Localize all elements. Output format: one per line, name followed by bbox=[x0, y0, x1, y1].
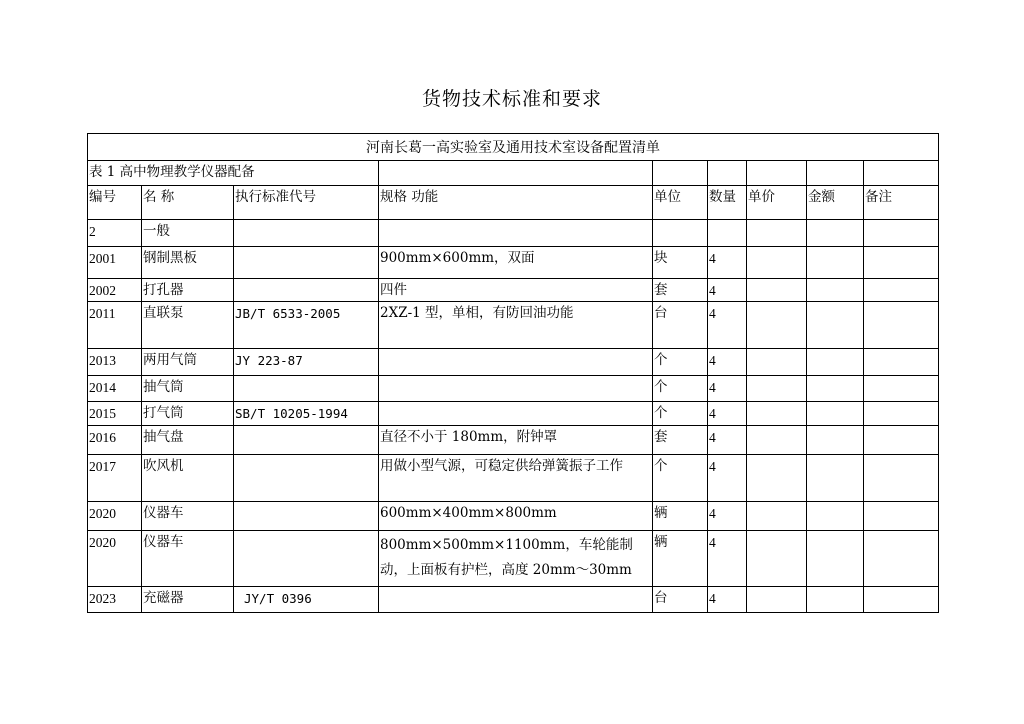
row-amount bbox=[807, 402, 864, 426]
row-name: 直联泵 bbox=[142, 302, 234, 349]
row-remark bbox=[864, 502, 939, 531]
section-empty-cell bbox=[807, 161, 864, 186]
row-spec bbox=[379, 349, 653, 376]
row-qty: 4 bbox=[708, 587, 747, 613]
row-amount bbox=[807, 302, 864, 349]
row-amount bbox=[807, 502, 864, 531]
empty-cell bbox=[653, 220, 708, 247]
table-row bbox=[88, 402, 939, 426]
table-row bbox=[88, 349, 939, 376]
row-spec bbox=[379, 402, 653, 426]
row-price bbox=[747, 531, 807, 587]
row-remark bbox=[864, 349, 939, 376]
row-code: 2001 bbox=[88, 247, 142, 279]
row-standard: SB/T 10205-1994 bbox=[234, 402, 379, 426]
row-spec bbox=[379, 587, 653, 613]
row-name: 两用气筒 bbox=[142, 349, 234, 376]
row-unit: 台 bbox=[653, 587, 708, 613]
row-spec: 四件 bbox=[379, 279, 653, 302]
group-row bbox=[88, 220, 939, 247]
row-remark bbox=[864, 247, 939, 279]
row-qty: 4 bbox=[708, 502, 747, 531]
row-amount bbox=[807, 279, 864, 302]
row-price bbox=[747, 502, 807, 531]
section-row bbox=[88, 161, 939, 186]
row-code: 2011 bbox=[88, 302, 142, 349]
row-remark bbox=[864, 402, 939, 426]
row-unit: 套 bbox=[653, 426, 708, 455]
group-name: 一般 bbox=[142, 220, 234, 247]
row-standard bbox=[234, 279, 379, 302]
row-code: 2014 bbox=[88, 376, 142, 402]
row-code: 2015 bbox=[88, 402, 142, 426]
row-price bbox=[747, 247, 807, 279]
equipment-table bbox=[87, 133, 939, 613]
row-unit: 块 bbox=[653, 247, 708, 279]
section-empty-cell bbox=[708, 161, 747, 186]
row-remark bbox=[864, 426, 939, 455]
row-code: 2017 bbox=[88, 455, 142, 502]
row-name: 抽气筒 bbox=[142, 376, 234, 402]
table-row bbox=[88, 376, 939, 402]
row-unit: 套 bbox=[653, 279, 708, 302]
row-price bbox=[747, 587, 807, 613]
row-qty: 4 bbox=[708, 349, 747, 376]
row-standard bbox=[234, 502, 379, 531]
row-spec: 直径不小于 180mm，附钟罩 bbox=[379, 426, 653, 455]
row-amount bbox=[807, 376, 864, 402]
row-standard bbox=[234, 531, 379, 587]
section-empty-cell bbox=[864, 161, 939, 186]
empty-cell bbox=[708, 220, 747, 247]
row-name: 打气筒 bbox=[142, 402, 234, 426]
row-standard: JB/T 6533-2005 bbox=[234, 302, 379, 349]
header-name: 名 称 bbox=[142, 186, 234, 220]
header-row bbox=[88, 186, 939, 220]
row-remark bbox=[864, 531, 939, 587]
header-code: 编号 bbox=[88, 186, 142, 220]
table-row bbox=[88, 502, 939, 531]
header-unit: 单位 bbox=[653, 186, 708, 220]
banner-row bbox=[88, 134, 939, 161]
row-spec: 用做小型气源，可稳定供给弹簧振子工作 bbox=[379, 455, 653, 502]
section-title: 表 1 高中物理教学仪器配备 bbox=[88, 161, 379, 186]
row-code: 2013 bbox=[88, 349, 142, 376]
row-unit: 个 bbox=[653, 402, 708, 426]
row-unit: 个 bbox=[653, 455, 708, 502]
row-unit: 个 bbox=[653, 349, 708, 376]
row-remark bbox=[864, 279, 939, 302]
row-price bbox=[747, 426, 807, 455]
table-row bbox=[88, 587, 939, 613]
section-empty-cell bbox=[653, 161, 708, 186]
row-standard bbox=[234, 426, 379, 455]
row-spec: 900mm×600mm，双面 bbox=[379, 247, 653, 279]
table-row bbox=[88, 302, 939, 349]
row-amount bbox=[807, 426, 864, 455]
row-code: 2020 bbox=[88, 531, 142, 587]
document-title: 货物技术标准和要求 bbox=[421, 88, 602, 110]
empty-cell bbox=[864, 220, 939, 247]
row-qty: 4 bbox=[708, 247, 747, 279]
row-name: 钢制黑板 bbox=[142, 247, 234, 279]
row-amount bbox=[807, 587, 864, 613]
row-name: 仪器车 bbox=[142, 531, 234, 587]
table-row bbox=[88, 247, 939, 279]
row-code: 2020 bbox=[88, 502, 142, 531]
row-standard: JY 223-87 bbox=[234, 349, 379, 376]
row-standard bbox=[234, 376, 379, 402]
row-price bbox=[747, 402, 807, 426]
header-amount: 金额 bbox=[807, 186, 864, 220]
row-price bbox=[747, 349, 807, 376]
row-unit: 辆 bbox=[653, 531, 708, 587]
row-amount bbox=[807, 349, 864, 376]
row-name: 抽气盘 bbox=[142, 426, 234, 455]
row-spec bbox=[379, 376, 653, 402]
row-price bbox=[747, 376, 807, 402]
row-standard bbox=[234, 247, 379, 279]
row-price bbox=[747, 455, 807, 502]
row-remark bbox=[864, 455, 939, 502]
section-empty-cell bbox=[379, 161, 653, 186]
row-amount bbox=[807, 455, 864, 502]
row-name: 仪器车 bbox=[142, 502, 234, 531]
row-qty: 4 bbox=[708, 426, 747, 455]
table-row bbox=[88, 531, 939, 587]
table-row bbox=[88, 426, 939, 455]
header-spec: 规格 功能 bbox=[379, 186, 653, 220]
row-spec: 800mm×500mm×1100mm，车轮能制动，上面板有护栏，高度 20mm～30mm bbox=[379, 531, 653, 587]
row-price bbox=[747, 279, 807, 302]
row-qty: 4 bbox=[708, 402, 747, 426]
header-standard: 执行标准代号 bbox=[234, 186, 379, 220]
header-qty: 数量 bbox=[708, 186, 747, 220]
row-unit: 个 bbox=[653, 376, 708, 402]
row-unit: 台 bbox=[653, 302, 708, 349]
empty-cell bbox=[234, 220, 379, 247]
row-spec: 2XZ-1 型，单相，有防回油功能 bbox=[379, 302, 653, 349]
row-unit: 辆 bbox=[653, 502, 708, 531]
row-name: 打孔器 bbox=[142, 279, 234, 302]
row-standard bbox=[234, 455, 379, 502]
table-banner: 河南长葛一高实验室及通用技术室设备配置清单 bbox=[88, 134, 939, 161]
row-name: 充磁器 bbox=[142, 587, 234, 613]
row-remark bbox=[864, 302, 939, 349]
row-code: 2002 bbox=[88, 279, 142, 302]
empty-cell bbox=[379, 220, 653, 247]
row-price bbox=[747, 302, 807, 349]
row-amount bbox=[807, 531, 864, 587]
header-price: 单价 bbox=[747, 186, 807, 220]
row-code: 2023 bbox=[88, 587, 142, 613]
table-row bbox=[88, 279, 939, 302]
row-amount bbox=[807, 247, 864, 279]
row-qty: 4 bbox=[708, 376, 747, 402]
empty-cell bbox=[747, 220, 807, 247]
row-standard: JY/T 0396 bbox=[234, 587, 379, 613]
section-empty-cell bbox=[747, 161, 807, 186]
row-name: 吹风机 bbox=[142, 455, 234, 502]
row-remark bbox=[864, 376, 939, 402]
row-qty: 4 bbox=[708, 455, 747, 502]
table-row bbox=[88, 455, 939, 502]
empty-cell bbox=[807, 220, 864, 247]
row-qty: 4 bbox=[708, 302, 747, 349]
group-code: 2 bbox=[88, 220, 142, 247]
row-remark bbox=[864, 587, 939, 613]
row-code: 2016 bbox=[88, 426, 142, 455]
header-remark: 备注 bbox=[864, 186, 939, 220]
row-qty: 4 bbox=[708, 531, 747, 587]
row-spec: 600mm×400mm×800mm bbox=[379, 502, 653, 531]
row-qty: 4 bbox=[708, 279, 747, 302]
